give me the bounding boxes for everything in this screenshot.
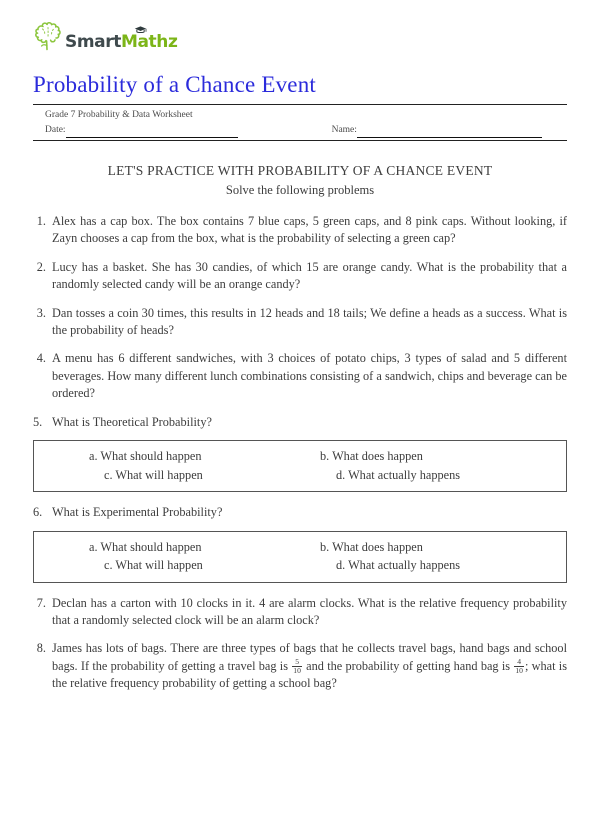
question-5-options-row-1	[34, 447, 566, 465]
question-6	[33, 504, 567, 521]
question-1-number: 1.	[36, 213, 46, 228]
question-7	[33, 595, 567, 630]
logo-text-smart: Smart	[65, 32, 121, 52]
graduation-cap-icon	[134, 26, 147, 34]
question-6-options-row-2	[34, 556, 566, 574]
question-1	[33, 213, 567, 248]
logo-wordmark	[65, 34, 177, 51]
brand-header	[33, 0, 567, 70]
question-8-text	[52, 640, 567, 692]
question-3-text: Dan tosses a coin 30 times, this results in 12 heads and 18 tails; We define a heads as a success. What is the probability of heads?	[52, 305, 567, 338]
question-4-number: 4.	[36, 351, 46, 366]
practice-heading: LET'S PRACTICE WITH PROBABILITY OF A CHANCE EVENT	[107, 162, 493, 178]
header-divider-top	[33, 104, 567, 105]
questions-list	[33, 213, 567, 693]
question-5-option-c[interactable]: c. What will happen	[104, 467, 203, 482]
date-label: Date:	[45, 125, 66, 136]
question-5	[33, 414, 567, 431]
question-5-text: What is Theoretical Probability?	[52, 414, 212, 429]
question-8-text-part2: and the probability of getting hand bag is	[302, 658, 514, 673]
worksheet-subtitle: Grade 7 Probability & Data Worksheet	[45, 110, 193, 121]
practice-heading-block	[33, 162, 567, 198]
question-6-option-a[interactable]: a. What should happen	[89, 539, 202, 554]
question-6-text: What is Experimental Probability?	[52, 505, 223, 520]
question-5-number: 5.	[33, 414, 43, 429]
question-1-text: Alex has a cap box. The box contains 7 blue caps, 5 green caps, and 8 pink caps. Without looking, if Zayn chooses a cap from the box, what is the probability of selecting a green cap?	[52, 213, 567, 246]
question-3	[33, 305, 567, 340]
question-8-number: 8.	[36, 641, 46, 656]
question-6-number: 6.	[33, 505, 43, 520]
question-3-number: 3.	[36, 305, 46, 320]
question-5-options-box	[33, 440, 567, 492]
fraction-numerator: 4	[514, 658, 524, 667]
question-6-options-row-1	[34, 538, 566, 556]
question-7-text: Declan has a carton with 10 clocks in it. 4 are alarm clocks. What is the relative frequency probability that a randomly selected clock will be an alarm clock?	[52, 595, 567, 627]
date-field[interactable]	[45, 124, 238, 138]
question-5-options-row-2	[34, 466, 566, 484]
question-8-text-part3: ; what is the relative frequency probability of getting a school bag?	[52, 658, 567, 691]
meta-fields-row	[33, 124, 567, 138]
question-4	[33, 350, 567, 402]
header-divider-bottom	[33, 140, 567, 141]
question-5-option-b[interactable]: b. What does happen	[320, 449, 423, 464]
question-6-option-b[interactable]: b. What does happen	[320, 539, 423, 554]
logo	[33, 18, 567, 52]
question-2-number: 2.	[36, 259, 46, 274]
logo-text-mathz	[121, 32, 178, 52]
question-5-option-d[interactable]: d. What actually happens	[336, 467, 461, 482]
fraction-five-tenths	[292, 658, 302, 675]
question-8-text-part1: James has lots of bags. There are three types of bags that he collects travel bags, hand bags and school bags. If the probability of getting a travel bag is	[52, 641, 567, 673]
question-7-number: 7.	[36, 595, 46, 610]
question-8	[33, 640, 567, 692]
question-6-option-d[interactable]: d. What actually happens	[336, 558, 461, 573]
question-4-text: A menu has 6 different sandwiches, with 3 choices of potato chips, 3 types of salad and 5 different beverages. How many different lunch combinations consisting of a sandwich, chips and beverage can be ordered?	[52, 351, 567, 401]
fraction-four-tenths	[514, 658, 524, 675]
question-6-option-c[interactable]: c. What will happen	[104, 558, 203, 573]
brain-tree-icon	[33, 20, 63, 52]
question-5-option-a[interactable]: a. What should happen	[89, 449, 202, 464]
fraction-denominator: 10	[515, 666, 523, 676]
name-field[interactable]	[332, 124, 542, 138]
name-input-line[interactable]	[357, 128, 542, 138]
name-label: Name:	[331, 125, 357, 136]
logo-text-mathz-label: Mathz	[120, 32, 178, 52]
worksheet-meta	[33, 109, 567, 138]
page-title: Probability of a Chance Event	[33, 72, 317, 97]
date-input-line[interactable]	[66, 128, 238, 138]
question-2-text: Lucy has a basket. She has 30 candies, of which 15 are orange candy. What is the probability that a randomly selected candy will be an orange candy?	[52, 259, 567, 292]
question-6-options-box	[33, 531, 567, 583]
fraction-denominator: 10	[293, 666, 301, 676]
question-2	[33, 259, 567, 294]
practice-instruction: Solve the following problems	[225, 182, 375, 197]
fraction-numerator: 5	[292, 658, 302, 667]
